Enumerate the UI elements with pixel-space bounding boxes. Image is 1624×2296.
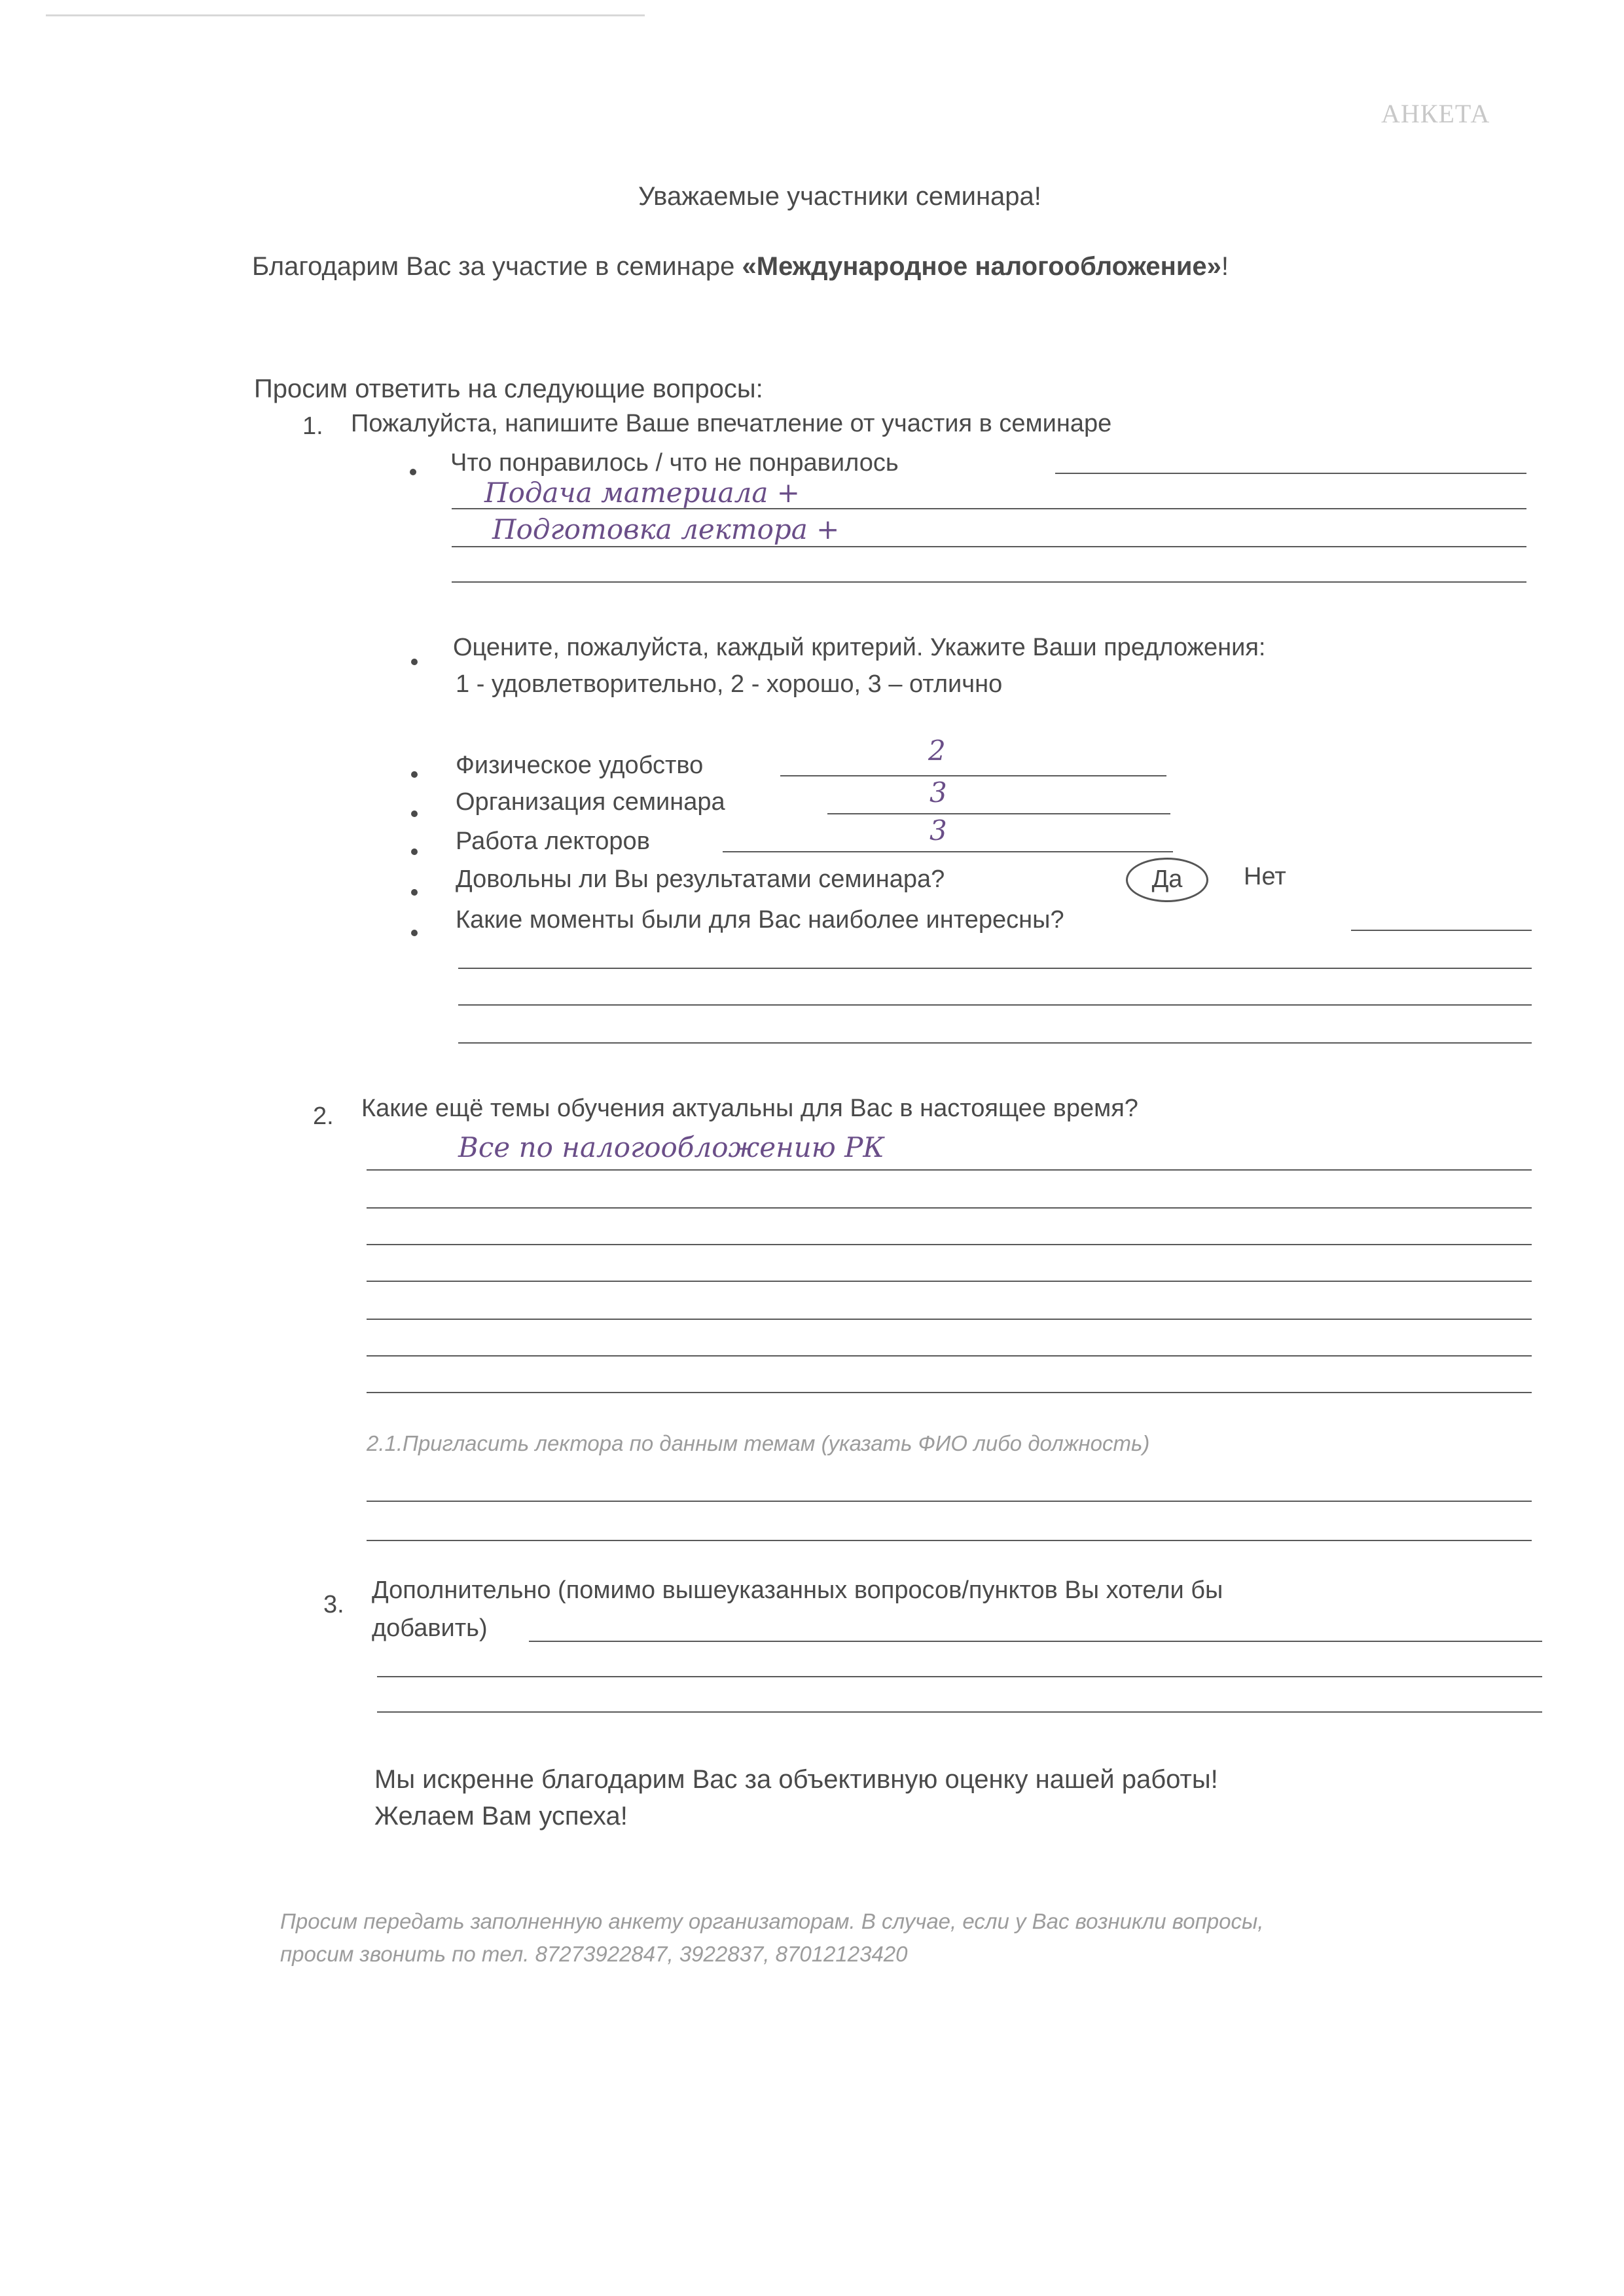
closing-wish: Желаем Вам успеха! [374,1802,628,1831]
seminar-title: «Международное налогообложение» [742,252,1221,281]
answer-yes-circled [1126,858,1208,902]
answer-line [827,813,1170,814]
footer-phones: просим звонить по тел. 87273922847, 3922837, 87012123420 [280,1942,908,1966]
answer-line [452,581,1526,583]
q2-number: 2. [313,1102,334,1130]
q3-text: Дополнительно (помимо вышеуказанных вопросов/пунктов Вы хотели бы [372,1576,1223,1604]
thanks-suffix: ! [1221,252,1229,281]
answer-line [367,1319,1532,1320]
intro-text: Просим ответить на следующие вопросы: [254,374,763,403]
criterion-label: Физическое удобство [456,752,704,779]
answer-yes: Да [1151,866,1183,893]
answer-line [529,1641,1542,1642]
answer-line [1055,473,1526,474]
rating-scale: 1 - удовлетворительно, 2 - хорошо, 3 – отлично [456,670,1003,698]
q3-text-cont: добавить) [372,1614,488,1642]
q1-text: Пожалуйста, напишите Ваше впечатление от участия в семинаре [351,410,1112,437]
thanks-prefix: Благодарим Вас за участие в семинаре [252,252,742,281]
answer-line [367,1281,1532,1282]
handwritten-answer: Все по налогообложению РК [458,1131,884,1163]
q2-sub-question: 2.1.Пригласить лектора по данным темам (указать ФИО либо должность) [367,1431,1150,1455]
footer-note: Просим передать заполненную анкету организаторам. В случае, если у Вас возникли вопросы, [280,1909,1264,1933]
criterion-label: Работа лекторов [456,828,650,855]
criterion-value: 2 [928,735,946,767]
criterion-value: 3 [929,814,947,847]
answer-line [367,1355,1532,1357]
answer-line [367,1501,1532,1502]
rate-instruction: Оцените, пожалуйста, каждый критерий. Укажите Ваши предложения: [453,634,1266,661]
answer-line [367,1207,1532,1209]
answer-line [377,1711,1542,1713]
bullet-icon [411,659,418,665]
criterion-value: 3 [929,776,947,809]
bullet-icon [411,930,418,936]
closing-thanks: Мы искренне благодарим Вас за объективную оценку нашей работы! [374,1765,1218,1794]
criterion-label: Организация семинара [456,788,725,816]
liked-label: Что понравилось / что не понравилось [450,449,899,477]
form-corner-title: АНКЕТА [1381,99,1490,128]
bullet-icon [411,771,418,778]
interesting-question: Какие моменты были для Вас наиболее интересны? [456,906,1064,934]
bullet-icon [410,469,416,475]
answer-line [367,1392,1532,1393]
handwritten-answer: Подготовка лектора + [492,513,840,545]
answer-line [367,1244,1532,1245]
answer-line [1351,930,1532,931]
answer-line [367,1169,1532,1171]
bullet-icon [411,889,418,896]
thanks-line [252,252,1229,282]
answer-line [458,968,1532,969]
answer-no: Нет [1244,863,1286,890]
answer-line [780,775,1166,776]
scan-edge-line [46,14,645,16]
q3-number: 3. [323,1591,344,1618]
satisfied-question: Довольны ли Вы результатами семинара? [456,866,945,893]
q2-text: Какие ещё темы обучения актуальны для Вас в настоящее время? [361,1095,1138,1122]
answer-line [458,1042,1532,1044]
answer-line [452,546,1526,547]
bullet-icon [411,848,418,855]
answer-line [367,1540,1532,1541]
answer-line [723,851,1173,852]
q1-number: 1. [302,412,323,440]
answer-line [458,1004,1532,1006]
answer-line [377,1676,1542,1677]
greeting: Уважаемые участники семинара! [638,182,1041,211]
bullet-icon [411,811,418,817]
handwritten-answer: Подача материала + [484,477,800,509]
